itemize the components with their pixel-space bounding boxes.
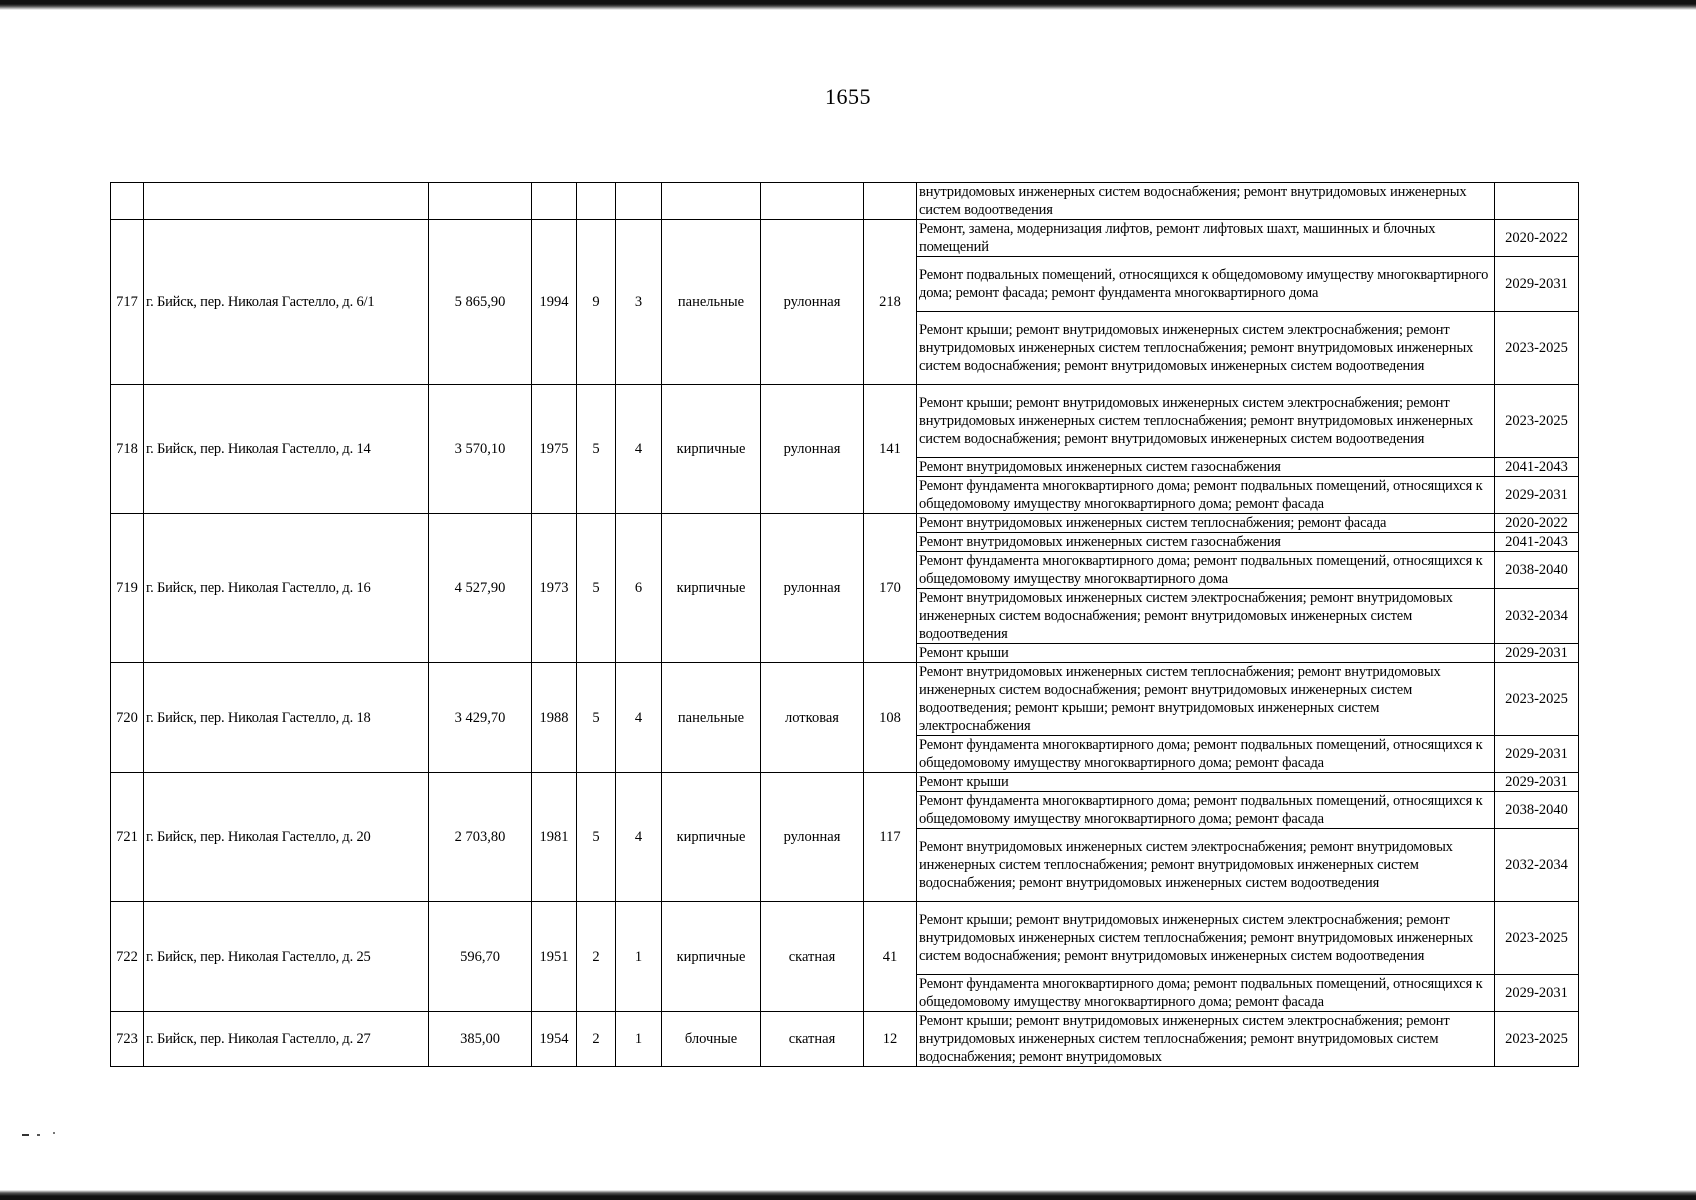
cell-entrances: 4 — [616, 773, 662, 902]
cell-period: 2023-2025 — [1495, 1012, 1579, 1067]
cell-area: 596,70 — [429, 902, 532, 1012]
table-row — [111, 1012, 1579, 1067]
cell-work: Ремонт крыши — [917, 773, 1495, 792]
cell-period: 2041-2043 — [1495, 458, 1579, 477]
cell-work: Ремонт фундамента многоквартирного дома; ремонт подвальных помещений, относящихся к общедомовому имуществу многоквартирного дома; ремонт фасада — [917, 792, 1495, 829]
cell-work: Ремонт фундамента многоквартирного дома; ремонт подвальных помещений, относящихся к общедомовому имуществу многоквартирного дома; ремонт фасада — [917, 477, 1495, 514]
cell-residents: 108 — [864, 663, 917, 773]
scan-edge-bottom — [0, 1190, 1696, 1200]
cell-period: 2029-2031 — [1495, 773, 1579, 792]
table-row — [111, 663, 1579, 736]
cell-work: Ремонт крыши; ремонт внутридомовых инженерных систем электроснабжения; ремонт внутридомовых инженерных систем теплоснабжения; ремонт внутридомовых инженерных систем водоснабжения; ремонт внутридомовых инженерных систем водоотведения — [917, 312, 1495, 385]
cell-year — [532, 183, 577, 220]
cell-address: г. Бийск, пер. Николая Гастелло, д. 27 — [144, 1012, 429, 1067]
cell-address: г. Бийск, пер. Николая Гастелло, д. 6/1 — [144, 220, 429, 385]
cell-period: 2041-2043 — [1495, 533, 1579, 552]
table-row — [111, 773, 1579, 792]
cell-residents: 117 — [864, 773, 917, 902]
cell-year: 1994 — [532, 220, 577, 385]
cell-entrances: 4 — [616, 663, 662, 773]
cell-period: 2029-2031 — [1495, 975, 1579, 1012]
cell-residents: 141 — [864, 385, 917, 514]
cell-work: Ремонт фундамента многоквартирного дома; ремонт подвальных помещений, относящихся к общедомовому имуществу многоквартирного дома — [917, 552, 1495, 589]
cell-no: 717 — [111, 220, 144, 385]
cell-period: 2023-2025 — [1495, 312, 1579, 385]
scan-edge-top — [0, 0, 1696, 10]
cell-year: 1981 — [532, 773, 577, 902]
cell-work: Ремонт внутридомовых инженерных систем электроснабжения; ремонт внутридомовых инженерных систем водоснабжения; ремонт внутридомовых инженерных систем водоотведения — [917, 589, 1495, 644]
cell-work: Ремонт крыши; ремонт внутридомовых инженерных систем электроснабжения; ремонт внутридомовых инженерных систем теплоснабжения; ремонт внутридомовых инженерных систем водоснабжения; ремонт внутридомовых инженерных систем водоотведения — [917, 385, 1495, 458]
cell-address: г. Бийск, пер. Николая Гастелло, д. 18 — [144, 663, 429, 773]
cell-area: 385,00 — [429, 1012, 532, 1067]
cell-work: Ремонт внутридомовых инженерных систем теплоснабжения; ремонт фасада — [917, 514, 1495, 533]
cell-walls: блочные — [662, 1012, 761, 1067]
cell-area: 2 703,80 — [429, 773, 532, 902]
cell-residents: 12 — [864, 1012, 917, 1067]
cell-area: 3 429,70 — [429, 663, 532, 773]
cell-floors: 5 — [577, 385, 616, 514]
cell-roof: рулонная — [761, 385, 864, 514]
cell-entrances: 3 — [616, 220, 662, 385]
cell-residents: 218 — [864, 220, 917, 385]
cell-period: 2038-2040 — [1495, 792, 1579, 829]
cell-period: 2023-2025 — [1495, 385, 1579, 458]
cell-residents — [864, 183, 917, 220]
cell-no: 723 — [111, 1012, 144, 1067]
cell-address — [144, 183, 429, 220]
cell-walls — [662, 183, 761, 220]
cell-roof: лотковая — [761, 663, 864, 773]
cell-period: 2032-2034 — [1495, 589, 1579, 644]
cell-area: 4 527,90 — [429, 514, 532, 663]
cell-period: 2038-2040 — [1495, 552, 1579, 589]
cell-work: Ремонт внутридомовых инженерных систем теплоснабжения; ремонт внутридомовых инженерных систем водоснабжения; ремонт внутридомовых инженерных систем водоотведения; ремонт крыши; ремонт внутридомовых инженерных систем электроснабжения — [917, 663, 1495, 736]
cell-period: 2032-2034 — [1495, 829, 1579, 902]
cell-no: 720 — [111, 663, 144, 773]
cell-floors: 5 — [577, 773, 616, 902]
cell-year: 1951 — [532, 902, 577, 1012]
table-row — [111, 220, 1579, 257]
cell-address: г. Бийск, пер. Николая Гастелло, д. 20 — [144, 773, 429, 902]
cell-entrances — [616, 183, 662, 220]
cell-work: Ремонт фундамента многоквартирного дома; ремонт подвальных помещений, относящихся к общедомовому имуществу многоквартирного дома; ремонт фасада — [917, 975, 1495, 1012]
cell-walls: панельные — [662, 220, 761, 385]
cell-period: 2023-2025 — [1495, 663, 1579, 736]
cell-roof: рулонная — [761, 220, 864, 385]
cell-no: 719 — [111, 514, 144, 663]
cell-area: 5 865,90 — [429, 220, 532, 385]
table-row — [111, 514, 1579, 533]
cell-period — [1495, 183, 1579, 220]
cell-period: 2029-2031 — [1495, 736, 1579, 773]
cell-address: г. Бийск, пер. Николая Гастелло, д. 14 — [144, 385, 429, 514]
cell-address: г. Бийск, пер. Николая Гастелло, д. 25 — [144, 902, 429, 1012]
scan-specks — [20, 1128, 70, 1148]
cell-work: Ремонт подвальных помещений, относящихся к общедомовому имуществу многоквартирного дома; ремонт фасада; ремонт фундамента многоквартирного дома — [917, 257, 1495, 312]
continuation-row — [111, 183, 1579, 220]
cell-entrances: 1 — [616, 902, 662, 1012]
cell-work: Ремонт внутридомовых инженерных систем электроснабжения; ремонт внутридомовых инженерных систем теплоснабжения; ремонт внутридомовых инженерных систем водоснабжения; ремонт внутридомовых инженерных систем водоотведения — [917, 829, 1495, 902]
cell-address: г. Бийск, пер. Николая Гастелло, д. 16 — [144, 514, 429, 663]
cell-walls: панельные — [662, 663, 761, 773]
cell-floors — [577, 183, 616, 220]
cell-period: 2023-2025 — [1495, 902, 1579, 975]
table-body — [111, 183, 1579, 1067]
cell-no: 721 — [111, 773, 144, 902]
cell-floors: 2 — [577, 1012, 616, 1067]
cell-no: 718 — [111, 385, 144, 514]
cell-work: Ремонт внутридомовых инженерных систем газоснабжения — [917, 533, 1495, 552]
capital-repair-table — [110, 182, 1579, 1067]
cell-area: 3 570,10 — [429, 385, 532, 514]
cell-roof: рулонная — [761, 514, 864, 663]
cell-walls: кирпичные — [662, 514, 761, 663]
cell-entrances: 6 — [616, 514, 662, 663]
cell-walls: кирпичные — [662, 385, 761, 514]
cell-no — [111, 183, 144, 220]
cell-work: Ремонт крыши; ремонт внутридомовых инженерных систем электроснабжения; ремонт внутридомовых инженерных систем теплоснабжения; ремонт внутридомовых инженерных систем водоснабжения; ремонт внутридомовых инженерных систем водоотведения — [917, 902, 1495, 975]
cell-work: Ремонт внутридомовых инженерных систем газоснабжения — [917, 458, 1495, 477]
cell-period: 2020-2022 — [1495, 514, 1579, 533]
cell-residents: 170 — [864, 514, 917, 663]
cell-period: 2029-2031 — [1495, 257, 1579, 312]
cell-work: Ремонт крыши — [917, 644, 1495, 663]
cell-year: 1975 — [532, 385, 577, 514]
cell-roof: скатная — [761, 1012, 864, 1067]
cell-work: Ремонт крыши; ремонт внутридомовых инженерных систем электроснабжения; ремонт внутридомовых инженерных систем теплоснабжения; ремонт внутридомовых систем водоснабжения; ремонт внутридомовых — [917, 1012, 1495, 1067]
cell-no: 722 — [111, 902, 144, 1012]
cell-year: 1988 — [532, 663, 577, 773]
cell-floors: 5 — [577, 663, 616, 773]
cell-period: 2029-2031 — [1495, 644, 1579, 663]
cell-entrances: 1 — [616, 1012, 662, 1067]
cell-entrances: 4 — [616, 385, 662, 514]
cell-work: Ремонт, замена, модернизация лифтов, ремонт лифтовых шахт, машинных и блочных помещений — [917, 220, 1495, 257]
cell-roof: рулонная — [761, 773, 864, 902]
table-row — [111, 385, 1579, 458]
cell-roof: скатная — [761, 902, 864, 1012]
cell-year: 1954 — [532, 1012, 577, 1067]
cell-roof — [761, 183, 864, 220]
cell-work: Ремонт фундамента многоквартирного дома; ремонт подвальных помещений, относящихся к общедомовому имуществу многоквартирного дома; ремонт фасада — [917, 736, 1495, 773]
cell-walls: кирпичные — [662, 773, 761, 902]
cell-year: 1973 — [532, 514, 577, 663]
cell-residents: 41 — [864, 902, 917, 1012]
page-number: 1655 — [825, 84, 871, 109]
cell-work: внутридомовых инженерных систем водоснабжения; ремонт внутридомовых инженерных систем водоотведения — [917, 183, 1495, 220]
cell-period: 2029-2031 — [1495, 477, 1579, 514]
cell-walls: кирпичные — [662, 902, 761, 1012]
cell-period: 2020-2022 — [1495, 220, 1579, 257]
table-row — [111, 902, 1579, 975]
cell-floors: 9 — [577, 220, 616, 385]
cell-floors: 5 — [577, 514, 616, 663]
cell-area — [429, 183, 532, 220]
cell-floors: 2 — [577, 902, 616, 1012]
